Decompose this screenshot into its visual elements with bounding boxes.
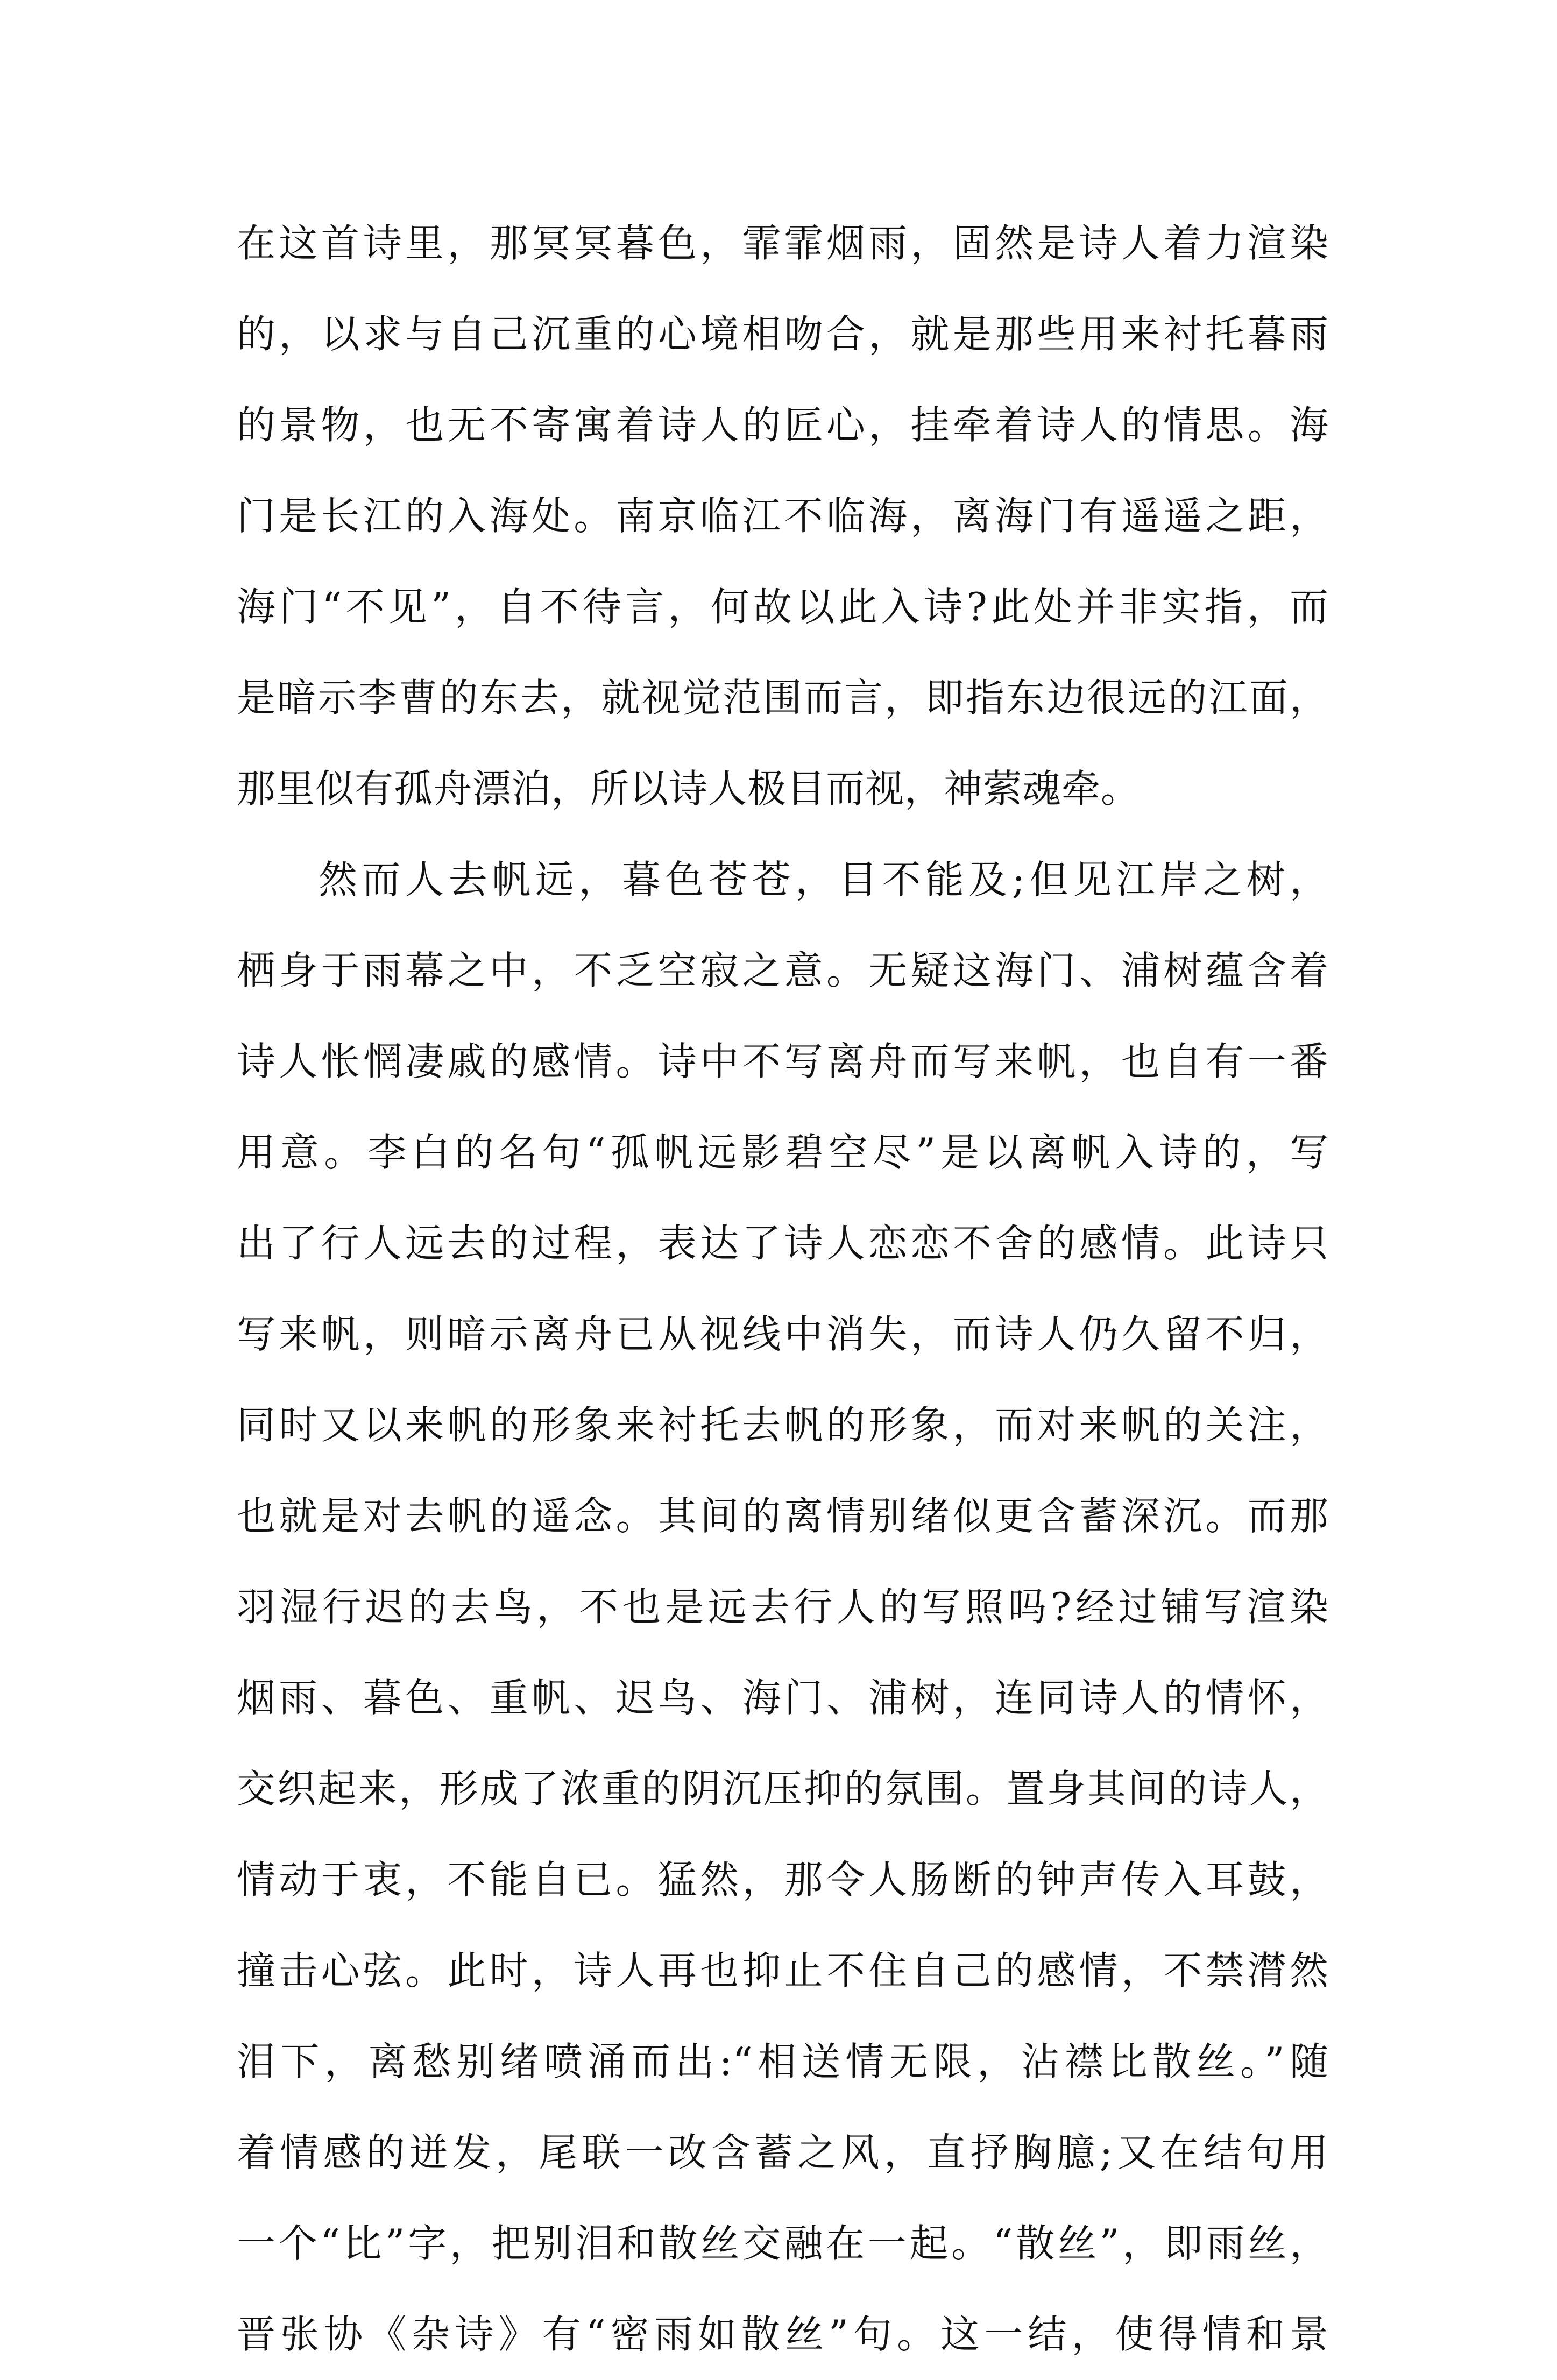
text-line: 羽湿行迟的去鸟，不也是远去行人的写照吗?经过铺写渲染 [237, 1584, 1329, 1630]
text-line: 同时又以来帆的形象来衬托去帆的形象，而对来帆的关注， [237, 1402, 1329, 1448]
text-line: 是暗示李曹的东去，就视觉范围而言，即指东边很远的江面， [237, 675, 1329, 720]
text-line: 着情感的迸发，尾联一改含蓄之风，直抒胸臆;又在结句用 [237, 2130, 1329, 2175]
text-line: 出了行人远去的过程，表达了诗人恋恋不舍的感情。此诗只 [237, 1221, 1329, 1266]
text-line: 然而人去帆远，暮色苍苍，目不能及;但见江岸之树， [319, 857, 1329, 902]
text-line: 那里似有孤舟漂泊，所以诗人极目而视，神萦魂牵。 [237, 766, 1141, 811]
text-line: 写来帆，则暗示离舟已从视线中消失，而诗人仍久留不归， [237, 1312, 1329, 1357]
text-line: 泪下，离愁别绪喷涌而出:“相送情无限，沾襟比散丝。”随 [237, 2039, 1329, 2084]
text-line: 在这首诗里，那冥冥暮色，霏霏烟雨，固然是诗人着力渲染 [237, 221, 1329, 266]
body-text [237, 198, 1329, 2380]
text-line: 门是长江的入海处。南京临江不临海，离海门有遥遥之距， [237, 493, 1329, 539]
text-line: 撞击心弦。此时，诗人再也抑止不住自己的感情，不禁潸然 [237, 1948, 1329, 1993]
text-line: 的景物，也无不寄寓着诗人的匠心，挂牵着诗人的情思。海 [237, 402, 1329, 448]
text-line: 诗人怅惘凄戚的感情。诗中不写离舟而写来帆，也自有一番 [237, 1039, 1329, 1084]
text-line: 晋张协《杂诗》有“密雨如散丝”句。这一结，使得情和景 [237, 2312, 1329, 2357]
text-line: 烟雨、暮色、重帆、迟鸟、海门、浦树，连同诗人的情怀， [237, 1675, 1329, 1720]
text-line: 用意。李白的名句“孤帆远影碧空尽”是以离帆入诗的，写 [237, 1130, 1329, 1175]
text-line: 一个“比”字，把别泪和散丝交融在一起。“散丝”，即雨丝， [237, 2221, 1329, 2266]
text-line: 海门“不见”，自不待言，何故以此入诗?此处并非实指，而 [237, 584, 1329, 629]
text-line: 交织起来，形成了浓重的阴沉压抑的氛围。置身其间的诗人， [237, 1766, 1329, 1811]
paragraph-1 [237, 198, 1329, 834]
text-line: 情动于衷，不能自已。猛然，那令人肠断的钟声传入耳鼓， [237, 1857, 1329, 1902]
text-line: 的，以求与自己沉重的心境相吻合，就是那些用来衬托暮雨 [237, 311, 1329, 357]
paragraph-2 [237, 834, 1329, 2380]
text-line: 栖身于雨幕之中，不乏空寂之意。无疑这海门、浦树蕴含着 [237, 948, 1329, 993]
text-line: 也就是对去帆的遥念。其间的离情别绪似更含蓄深沉。而那 [237, 1493, 1329, 1539]
